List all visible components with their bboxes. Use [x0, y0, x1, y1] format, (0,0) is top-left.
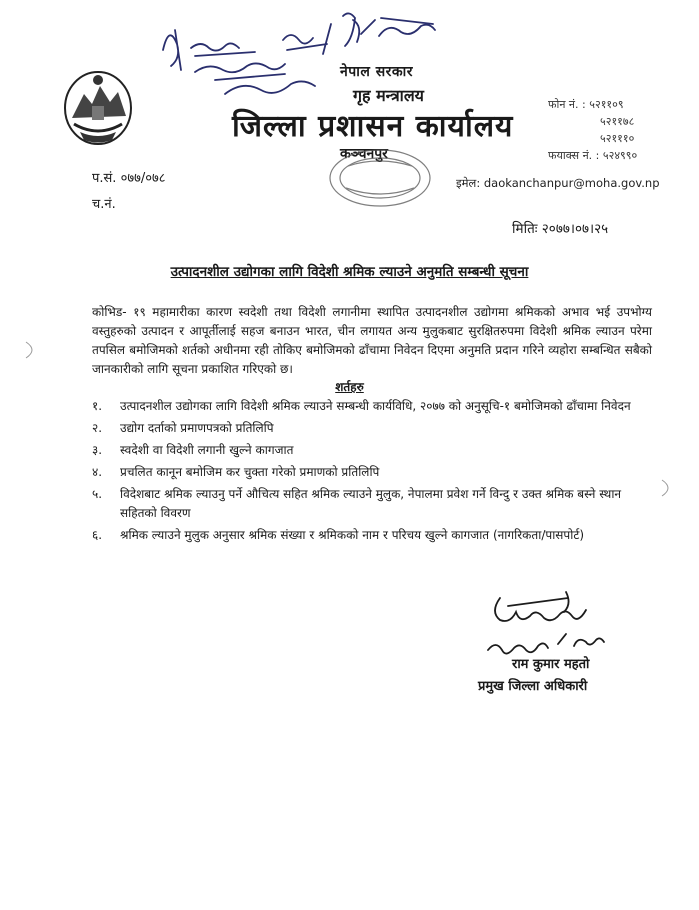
- item-text: श्रमिक ल्याउने मुलुक अनुसार श्रमिक संख्या र श्रमिकको नाम र परिचय खुल्ने कागजात (नागरिकता/पासपोर्ट): [120, 528, 585, 542]
- email-address[interactable]: daokanchanpur@moha.gov.np: [483, 176, 660, 190]
- item-number: २.: [92, 421, 103, 435]
- district-name: कञ्चनपुर: [340, 146, 388, 162]
- list-item: [92, 485, 657, 523]
- item-number: ६.: [92, 528, 103, 542]
- notice-body: कोभिड- १९ महामारीका कारण स्वदेशी तथा विदेशी लगानीमा स्थापित उत्पादनशील उद्योगमा श्रमिकको अभाव भई उपभोग्य वस्तुहरुको उत्पादन र आपूर्तीलाई सहज बनाउन भारत, चीन लगायत अन्य मुलुकबाट सुरक्षितरुपमा विदेशी श्रमिक ल्याउन परेमा तपसिल बमोजिमको शर्तको अधीनमा रही तोकिए बमोजिमको ढाँचामा निवेदन दिएमा अनुमति प्रदान गरिने व्यहोरा सम्बन्धित सबैको जानकारीको लागि सूचना प्रकाशित गरिएको छ।: [92, 305, 652, 376]
- nepal-emblem-icon: [62, 66, 134, 148]
- conditions-heading-text: शर्तहरु: [335, 380, 364, 394]
- signatory-role: प्रमुख जिल्ला अधिकारी: [478, 679, 588, 694]
- phone-line-3: [548, 130, 637, 147]
- phone-line-2: [548, 113, 637, 130]
- item-number: ४.: [92, 465, 103, 479]
- item-text: स्वदेशी वा विदेशी लगानी खुल्ने कागजात: [120, 443, 294, 457]
- phone-number: ५२११०९: [589, 98, 624, 111]
- handwritten-annotation: [155, 10, 455, 95]
- fax-number: ५२४९९०: [602, 149, 638, 162]
- contact-block: [548, 96, 637, 164]
- item-number: ५.: [92, 487, 103, 501]
- scan-mark-icon: [658, 478, 678, 498]
- fax-line: [548, 147, 637, 164]
- item-text: उद्योग दर्ताको प्रमाणपत्रको प्रतिलिपि: [120, 421, 274, 435]
- government-name: नेपाल सरकार: [340, 64, 414, 80]
- item-text: उत्पादनशील उद्योगका लागि विदेशी श्रमिक ल्याउने सम्बन्धी कार्यविधि, २०७७ को अनुसूचि-१ बमोजिमको ढाँचामा निवेदन: [120, 399, 631, 413]
- conditions-heading: [0, 378, 699, 395]
- conditions-list: [92, 397, 657, 548]
- fax-label: फयाक्स नं. :: [548, 149, 600, 162]
- list-item: [92, 397, 657, 416]
- office-name: जिल्ला प्रशासन कार्यालय: [232, 109, 514, 144]
- letter-number: प.सं. ०७७/०७८: [92, 171, 166, 186]
- document-date: मितिः २०७७।०७।२५: [512, 221, 609, 237]
- phone-number: ५२११७८: [600, 115, 635, 128]
- email-label: इमेल:: [456, 176, 481, 190]
- notice-title: [0, 262, 699, 280]
- phone-label: फोन नं. :: [548, 98, 586, 111]
- notice-title-text: उत्पादनशील उद्योगका लागि विदेशी श्रमिक ल्याउने अनुमति सम्बन्धी सूचना: [170, 264, 529, 280]
- list-item: [92, 526, 657, 545]
- item-number: ३.: [92, 443, 103, 457]
- phone-number: ५२१११०: [600, 132, 635, 145]
- ministry-name: गृह मन्त्रालय: [353, 86, 424, 105]
- list-item: [92, 441, 657, 460]
- email-line: [456, 176, 660, 191]
- reference-block: [92, 166, 166, 218]
- phone-line-1: [548, 96, 637, 113]
- item-text: विदेशबाट श्रमिक ल्याउनु पर्ने औचित्य सहित श्रमिक ल्याउने मुलुक, नेपालमा प्रवेश गर्ने विन्दु र उक्त श्रमिक बस्ने स्थान सहितको विवरण: [120, 487, 622, 520]
- list-item: [92, 463, 657, 482]
- scan-mark-icon: [22, 340, 40, 360]
- dispatch-number: च.नं.: [92, 197, 116, 212]
- signatory-name: राम कुमार महतो: [512, 657, 590, 672]
- item-number: १.: [92, 399, 103, 413]
- item-text: प्रचलित कानून बमोजिम कर चुक्ता गरेको प्रमाणको प्रतिलिपि: [120, 465, 380, 479]
- office-seal-stamp: [328, 146, 458, 210]
- list-item: [92, 419, 657, 438]
